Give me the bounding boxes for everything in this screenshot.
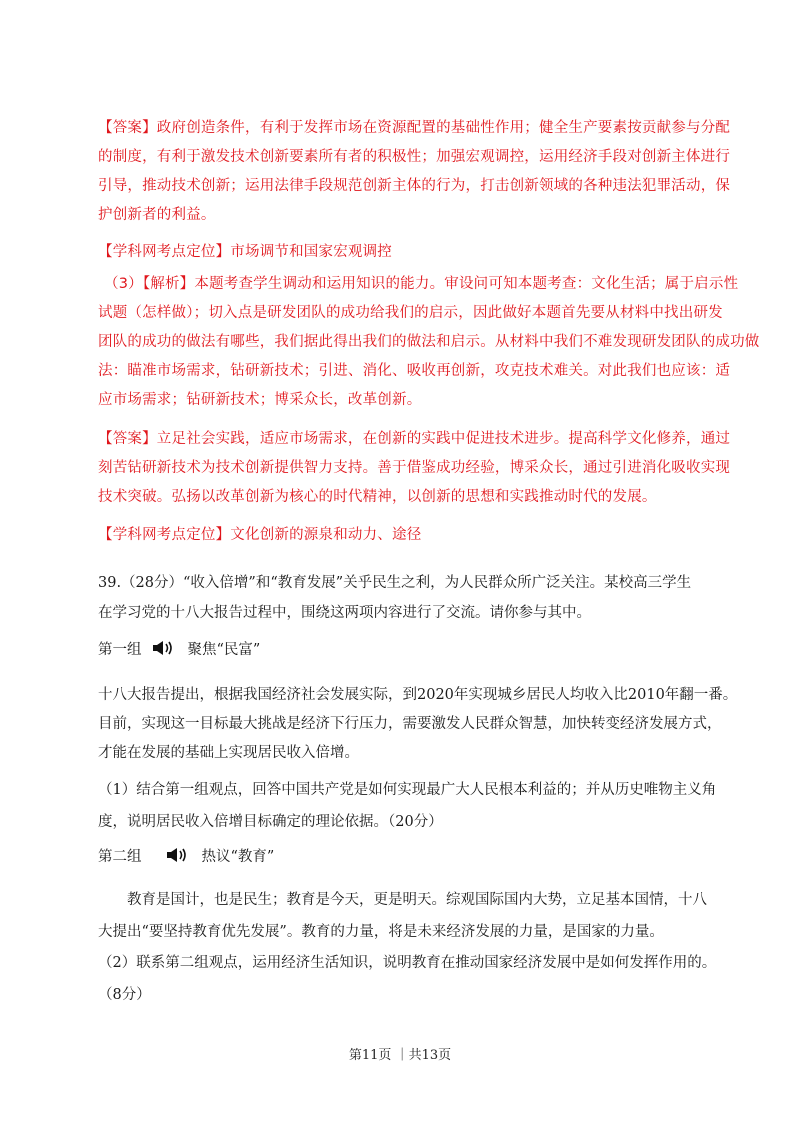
kaodian-3-text: 【学科网考点定位】文化创新的源泉和动力、途径 [98, 527, 422, 543]
speaker-icon [166, 847, 188, 863]
sub-question-1-line: （1）结合第一组观点，回答中国共产党是如何实现最广大人民根本利益的；并从历史唯物主义角 [98, 782, 717, 798]
sub-question-1 [98, 774, 717, 838]
answer-2-block [98, 114, 731, 230]
group-2-heading [98, 843, 710, 872]
kaodian-3 [98, 521, 710, 550]
group-1-topic: 聚焦“民富” [187, 642, 261, 658]
group-1-line: 才能在发展的基础上实现居民收入倍增。 [98, 745, 359, 761]
group-1-line: 十八大报告提出，根据我国经济社会发展实际，到2020年实现城乡居民人均收入比2010年翻一番。 [98, 687, 738, 703]
kaodian-2 [98, 238, 710, 267]
group-2-material [98, 884, 710, 948]
sub-question-1-line: 度，说明居民收入倍增目标确定的理论依据。（20分） [98, 814, 443, 830]
q39-intro-line: 39.（28分）“收入倍增”和“教育发展”关乎民生之利，为人民群众所广泛关注。某校高三学生 [98, 575, 692, 591]
answer-3-line: 技术突破。弘扬以改革创新为核心的时代精神，以创新的思想和实践推动时代的发展。 [98, 489, 657, 505]
analysis-3-line: 试题（怎样做）；切入点是研发团队的成功给我们的启示，因此做好本题首先要从材料中找出研发 [98, 305, 723, 321]
group-2-topic: 热议“教育” [201, 849, 275, 865]
answer-2-line: 引导，推动技术创新；运用法律手段规范创新主体的行为，打击创新领域的各种违法犯罪活动，保 [98, 178, 731, 194]
answer-2-line: 【答案】政府创造条件，有利于发挥市场在资源配置的基础性作用；健全生产要素按贡献参与分配 [98, 120, 731, 136]
analysis-3-line: （3）【解析】本题考查学生调动和运用知识的能力。审设问可知本题考查：文化生活；属于启示性 [104, 276, 739, 292]
group-1-label: 第一组 [98, 642, 142, 658]
page-footer: 第11页 ｜共13页 [348, 1048, 452, 1063]
group-1-heading [98, 636, 710, 665]
analysis-3-line: 应市场需求；钻研新技术；博采众长，改革创新。 [98, 392, 422, 408]
group-1-material [98, 681, 738, 768]
kaodian-2-text: 【学科网考点定位】市场调节和国家宏观调控 [98, 244, 392, 260]
speaker-icon [152, 640, 174, 656]
answer-3-line: 【答案】立足社会实践，适应市场需求，在创新的实践中促进技术进步。提高科学文化修养，通过 [98, 431, 731, 447]
sub-question-2 [98, 947, 717, 1011]
answer-3-block [98, 425, 731, 512]
analysis-3-line: 法：瞄准市场需求，钻研新技术；引进、消化、吸收再创新，攻克技术难关。对此我们也应该：适 [98, 363, 731, 379]
answer-2-line: 护创新者的利益。 [98, 207, 216, 223]
group-2-line: 教育是国计，也是民生；教育是今天，更是明天。综观国际国内大势，立足基本国情，十八 [98, 892, 707, 908]
analysis-3-line: 团队的成功的做法有哪些，我们据此得出我们的做法和启示。从材料中我们不难发现研发团队的成功做 [98, 334, 760, 350]
group-2-label: 第二组 [98, 849, 142, 865]
answer-2-line: 的制度，有利于激发技术创新要素所有者的积极性；加强宏观调控，运用经济手段对创新主体进行 [98, 149, 731, 165]
q39-intro-line: 在学习党的十八大报告过程中，围绕这两项内容进行了交流。请你参与其中。 [98, 605, 591, 621]
sub-question-2-line: （8分） [98, 987, 151, 1003]
q39-intro [98, 568, 710, 628]
answer-3-line: 刻苦钻研新技术为技术创新提供智力支持。善于借鉴成功经验，博采众长，通过引进消化吸收实现 [98, 460, 731, 476]
group-2-line: 大提出“要坚持教育优先发展”。教育的力量，将是未来经济发展的力量，是国家的力量。 [98, 924, 664, 940]
group-1-line: 目前，实现这一目标最大挑战是经济下行压力，需要激发人民群众智慧，加快转变经济发展方式， [98, 716, 722, 732]
sub-question-2-line: （2）联系第二组观点，运用经济生活知识，说明教育在推动国家经济发展中是如何发挥作用的。 [98, 955, 717, 971]
analysis-3-block [98, 270, 760, 415]
